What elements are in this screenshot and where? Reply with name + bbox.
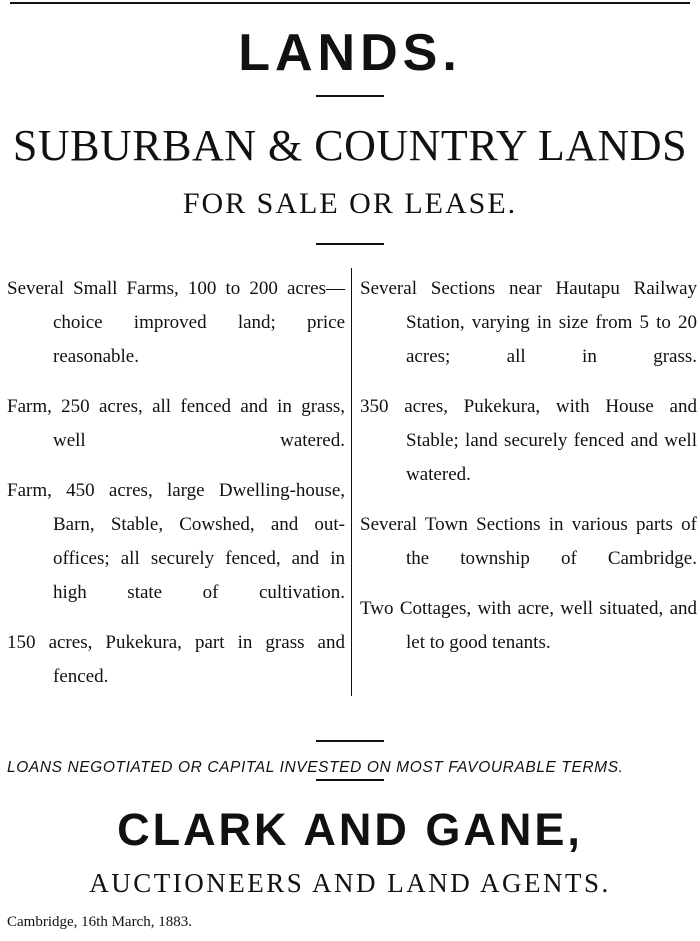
firm-role: AUCTIONEERS AND LAND AGENTS.: [89, 868, 611, 898]
column-divider: [351, 268, 352, 696]
loans-divider: [316, 740, 384, 742]
tagline-divider: [316, 243, 384, 245]
listing-item: Farm, 450 acres, large Dwelling-house, Barn, Stable, Cowshed, and out-offices; all securely fenced, and in high state of cultivation.: [7, 480, 345, 603]
page-title: LANDS.: [238, 24, 462, 82]
left-listings: [7, 272, 345, 710]
tagline: FOR SALE OR LEASE.: [182, 187, 518, 220]
listing-item: Farm, 250 acres, all fenced and in grass, well watered.: [7, 396, 345, 451]
firm-divider: [316, 779, 384, 781]
top-border-rule: [10, 2, 690, 4]
listing-item: Several Sections near Hautapu Railway Station, varying in size from 5 to 20 acres; all in grass.: [360, 278, 697, 367]
loans-notice: LOANS NEGOTIATED OR CAPITAL INVESTED ON MOST FAVOURABLE TERMS.: [7, 759, 624, 776]
firm-name: CLARK AND GANE,: [117, 804, 583, 855]
listing-item: Several Small Farms, 100 to 200 acres—choice improved land; price reasonable.: [7, 278, 345, 367]
listing-item: Two Cottages, with acre, well situated, and let to good tenants.: [360, 598, 697, 653]
subtitle: SUBURBAN & COUNTRY LANDS: [12, 121, 688, 170]
title-divider: [316, 95, 384, 97]
listing-item: Several Town Sections in various parts of the township of Cambridge.: [360, 514, 697, 569]
right-listings: [360, 272, 697, 676]
dateline: Cambridge, 16th March, 1883.: [7, 914, 192, 930]
listing-item: 350 acres, Pukekura, with House and Stable; land securely fenced and well watered.: [360, 396, 697, 485]
listing-item: 150 acres, Pukekura, part in grass and fenced.: [7, 632, 345, 687]
